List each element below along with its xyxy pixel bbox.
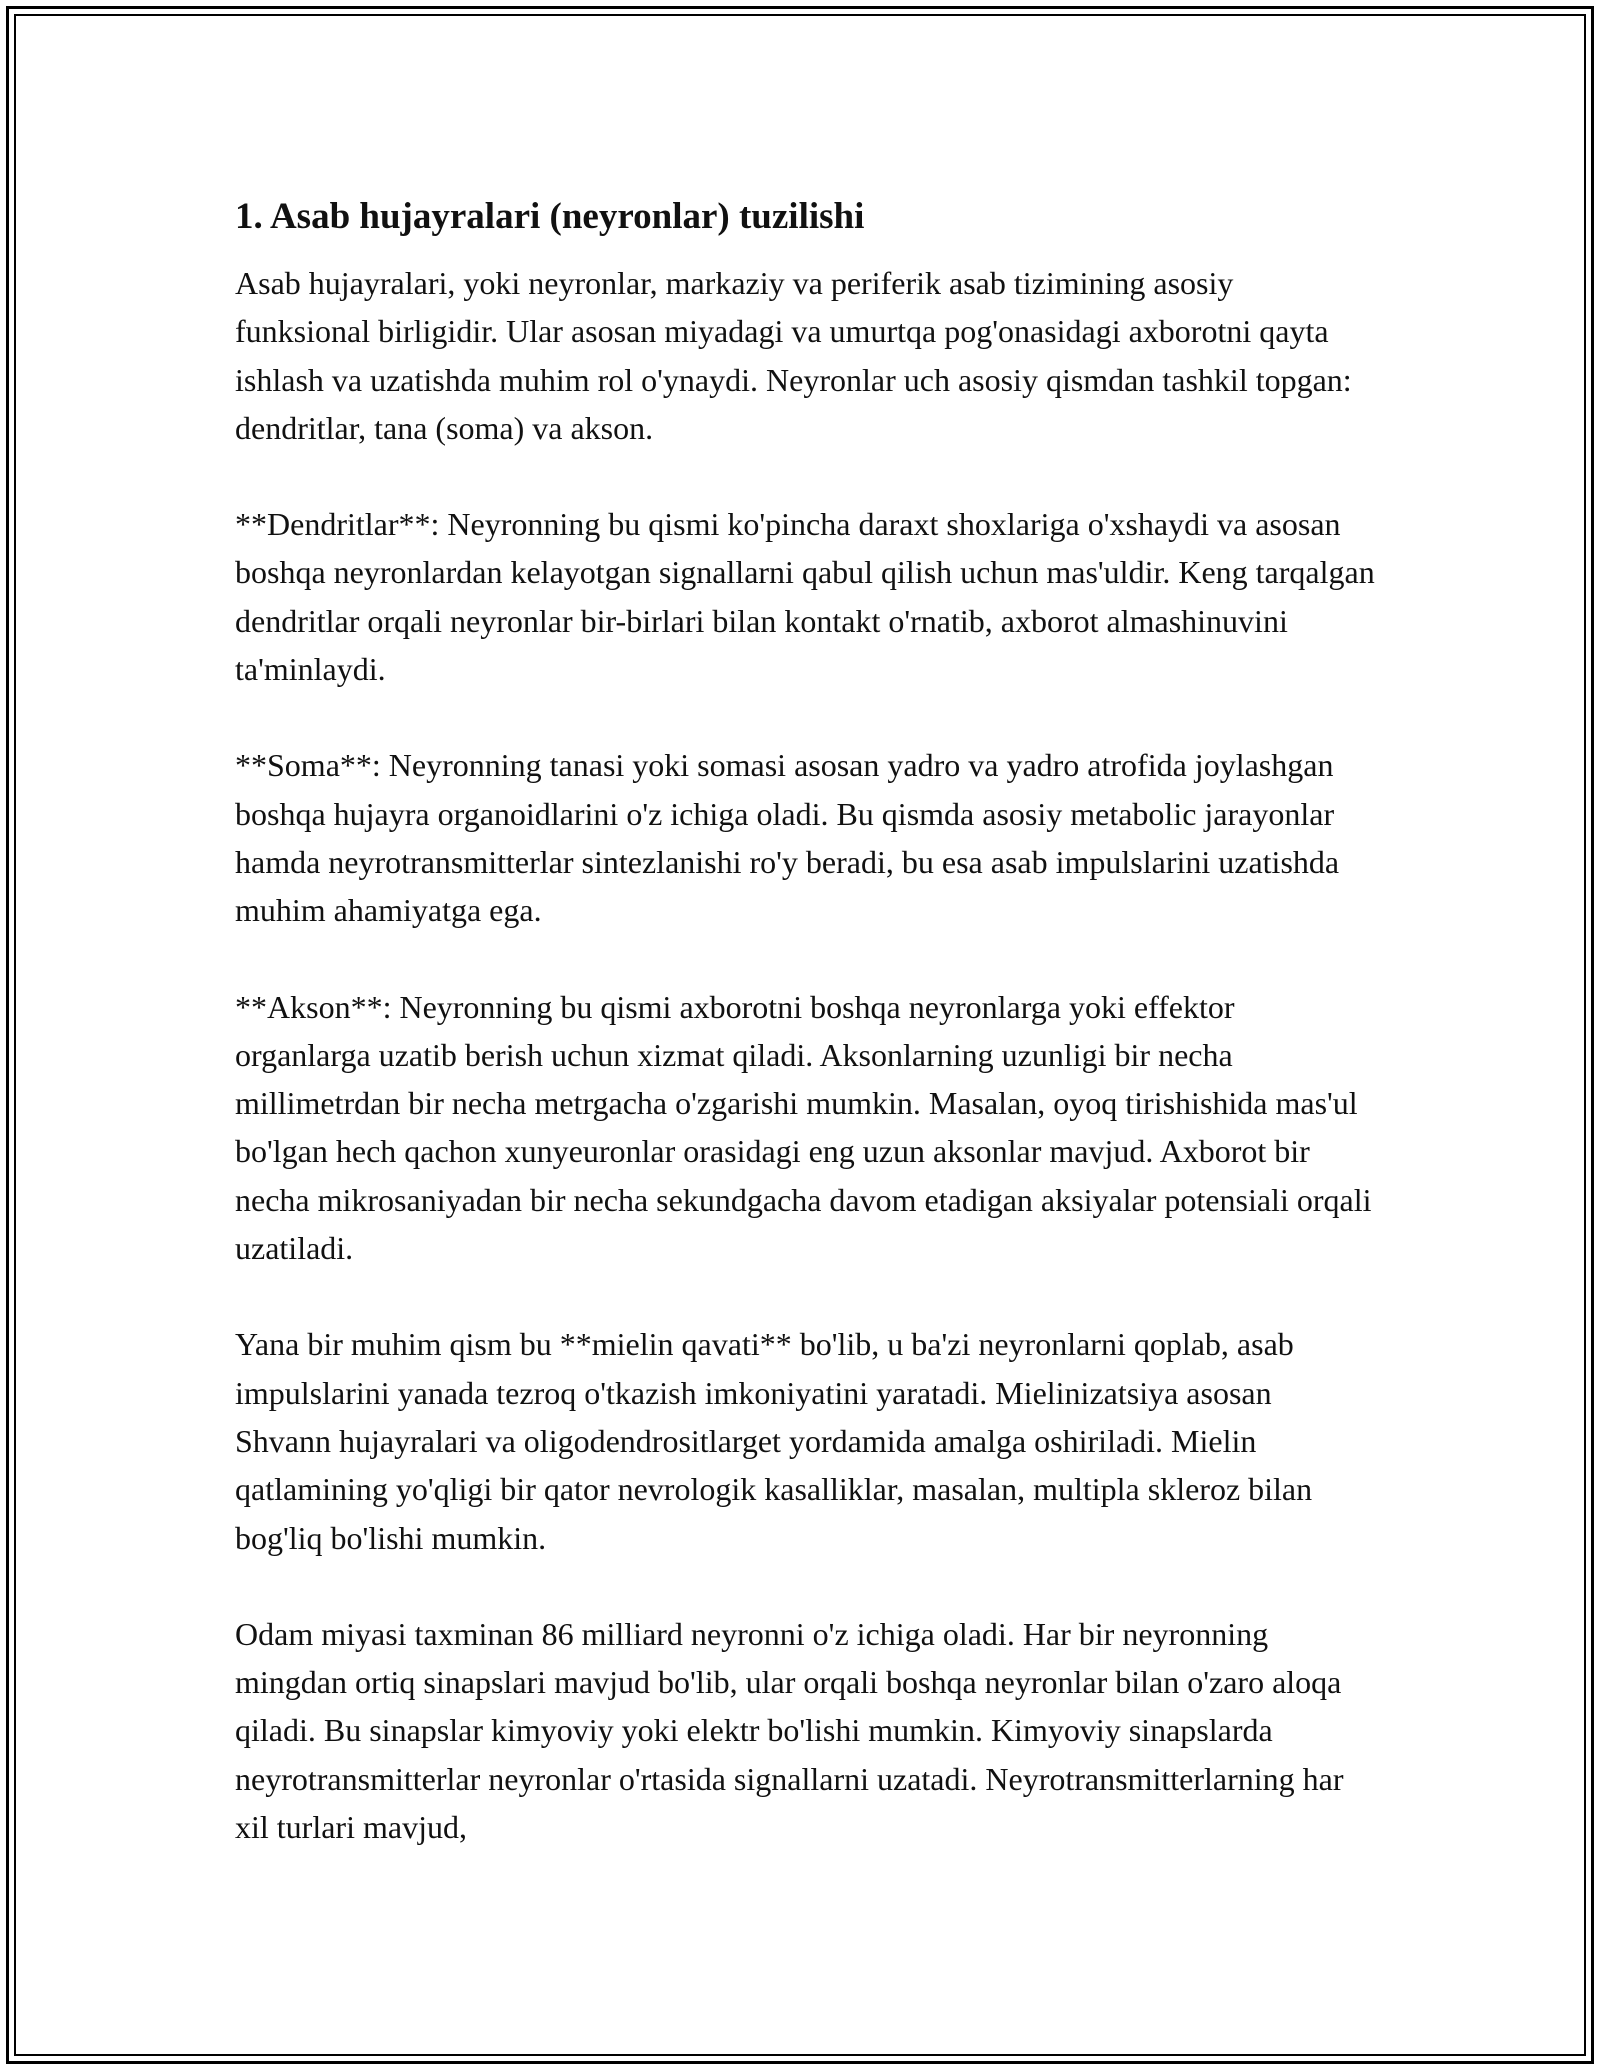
section-heading: 1. Asab hujayralari (neyronlar) tuzilishi — [235, 196, 865, 237]
paragraph-soma: **Soma**: Neyronning tanasi yoki somasi asosan yadro va yadro atrofida joylashgan boshqa hujayra organoidlarini o'z ichiga oladi. Bu qismda asosiy metabolic jarayonlar hamda neyrotransmitterlar sintezlanishi ro'y beradi, bu esa asab impulslarini uzatishda muhim ahamiyatga ega. — [235, 747, 1340, 929]
paragraph-axon: **Akson**: Neyronning bu qismi axborotni boshqa neyronlarga yoki effektor organlarga uzatib berish uchun xizmat qiladi. Aksonlarning uzunligi bir necha millimetrdan bir necha metrgacha o'zgarishi mumkin. Masalan, oyoq tirishishida mas'ul bo'lgan hech qachon xunyeuronlar orasidagi eng uzun aksonlar mavjud. Axborot bir necha mikrosaniyadan bir necha sekundgacha davom etadigan aksiyalar potensiali orqali uzatiladi. — [235, 988, 1372, 1267]
paragraph-dendrites: **Dendritlar**: Neyronning bu qismi ko'pincha daraxt shoxlariga o'xshaydi va asosan boshqa neyronlardan kelayotgan signallarni qabul qilish uchun mas'uldir. Keng tarqalgan dendritlar orqali neyronlar bir-birlari bilan kontakt o'rnatib, axborot almashinuvini ta'minlaydi. — [235, 506, 1375, 688]
paragraph-intro: Asab hujayralari, yoki neyronlar, markaziy va periferik asab tizimining asosiy funksional birligidir. Ular asosan miyadagi va umurtqa pog'onasidagi axborotni qayta ishlash va uzatishda muhim rol o'ynaydi. Neyronlar uch asosiy qismdan tashkil topgan: dendritlar, tana (soma) va akson. — [235, 265, 1352, 446]
paragraph-synapses: Odam miyasi taxminan 86 milliard neyronni o'z ichiga oladi. Har bir neyronning mingdan ortiq sinapslari mavjud bo'lib, ular orqali boshqa neyronlar bilan o'zaro aloqa qiladi. Bu sinapslar kimyoviy yoki elektr bo'lishi mumkin. Kimyoviy sinapslarda neyrotransmitterlar neyronlar o'rtasida signallarni uzatadi. Neyrotransmitterlarning har xil turlari mavjud, — [235, 1615, 1344, 1846]
paragraph-myelin: Yana bir muhim qism bu **mielin qavati** bo'lib, u ba'zi neyronlarni qoplab, asab impulslarini yanada tezroq o'tkazish imkoniyatini yaratadi. Mielinizatsiya asosan Shvann hujayralari va oligodendrositlarget yordamida amalga oshiriladi. Mielin qatlamining yo'qligi bir qator nevrologik kasalliklar, masalan, multipla skleroz bilan bog'liq bo'lishi mumkin. — [235, 1326, 1313, 1556]
document-body — [235, 183, 1375, 1899]
